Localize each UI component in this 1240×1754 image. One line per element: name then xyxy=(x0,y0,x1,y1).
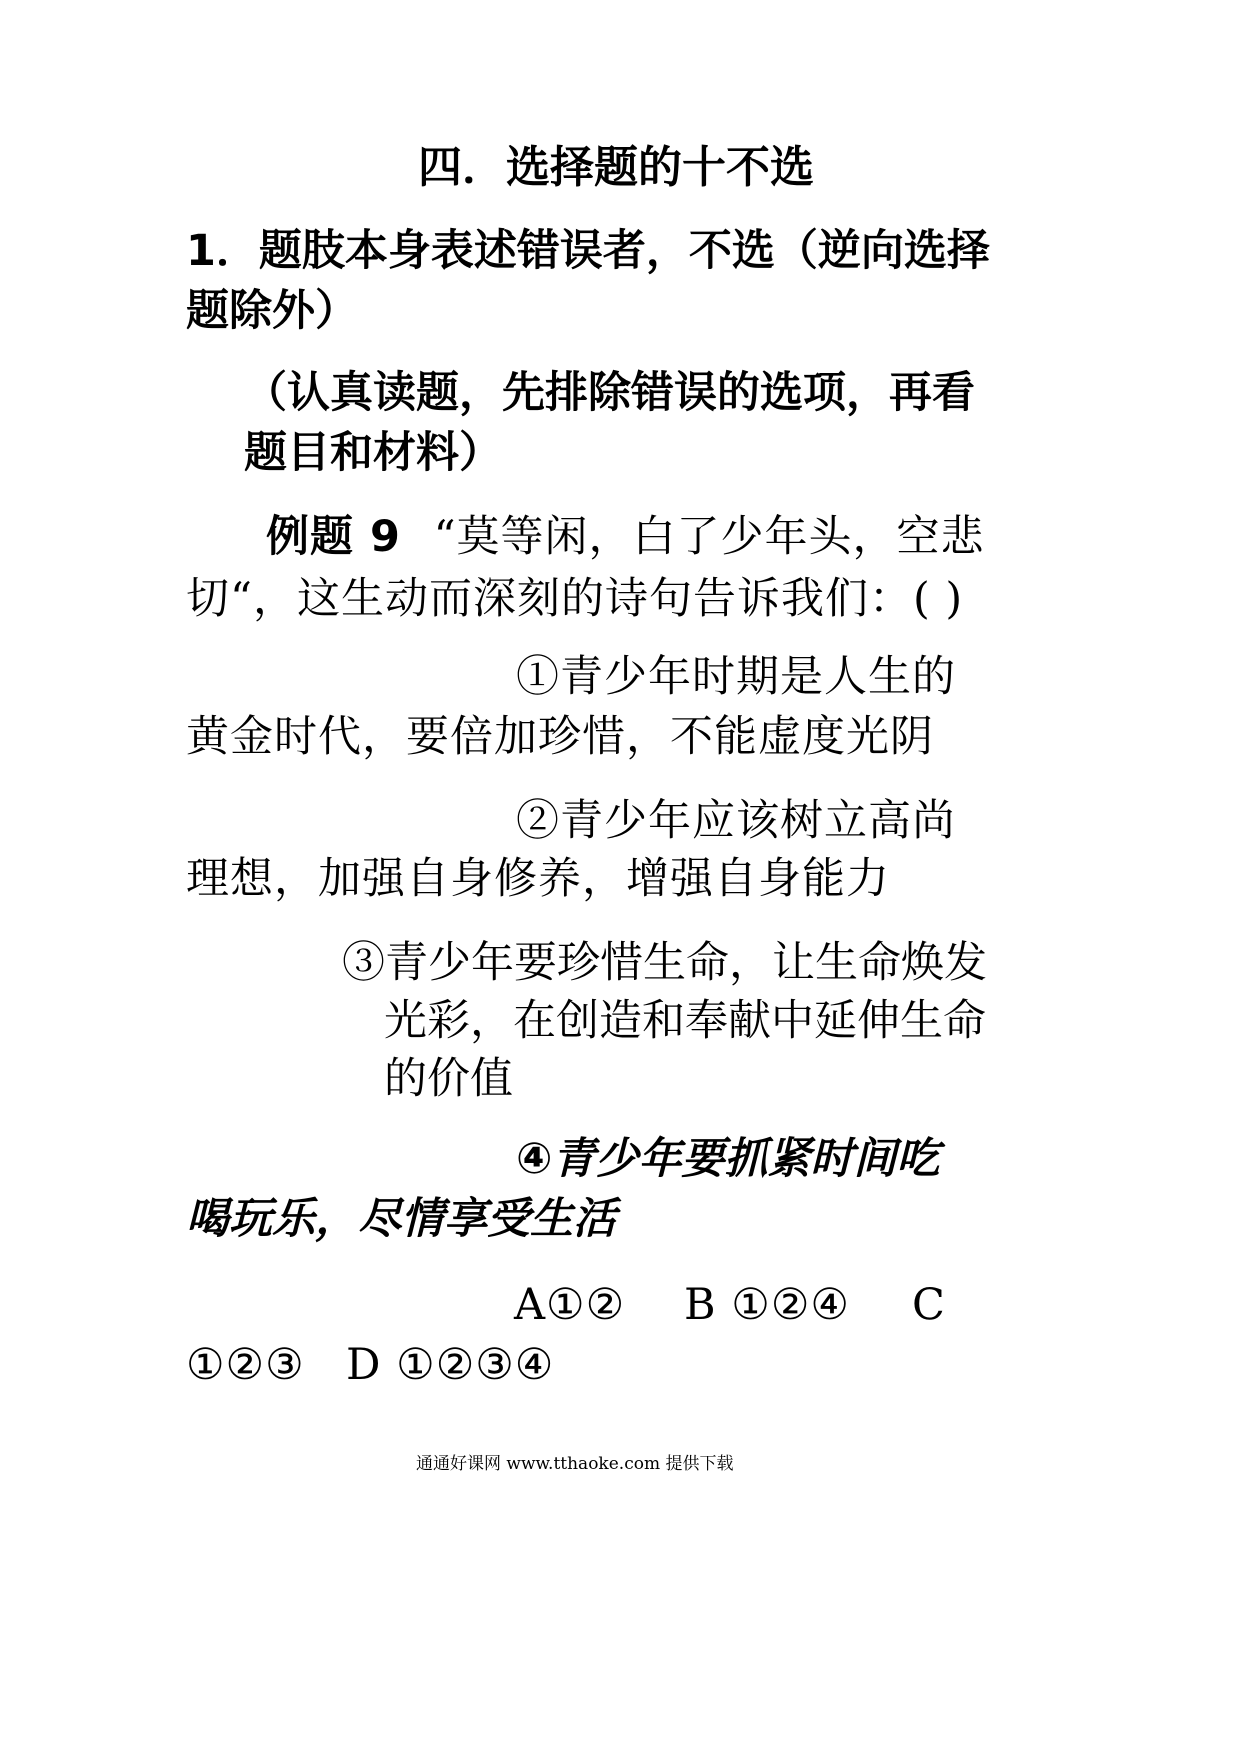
option-1-line-2: 黄金时代，要倍加珍惜，不能虚度光阴 xyxy=(186,712,934,762)
option-3-line-3: 的价值 xyxy=(384,1054,513,1104)
option-3-line-2: 光彩，在创造和奉献中延伸生命 xyxy=(384,996,986,1046)
tip-line-2: 题目和材料） xyxy=(244,428,502,478)
rule-1-line-1: 1．题肢本身表述错误者，不选（逆向选择 xyxy=(186,226,990,276)
option-1-line-1: ①青少年时期是人生的 xyxy=(516,652,956,702)
option-3-line-1: ③青少年要珍惜生命，让生命焕发 xyxy=(342,938,987,988)
option-4-line-1: ④青少年要抓紧时间吃 xyxy=(516,1134,940,1184)
option-4-line-2: 喝玩乐，尽情享受生活 xyxy=(186,1194,616,1244)
choice-c: C xyxy=(912,1280,946,1330)
page-title: 四．选择题的十不选 xyxy=(418,142,814,193)
rule-1-line-2: 题除外） xyxy=(186,286,358,336)
example-stem-line-2: 切“，这生动而深刻的诗句告诉我们：( ) xyxy=(186,574,964,624)
example-stem-line-1 xyxy=(266,512,985,562)
tip-line-1: （认真读题，先排除错误的选项，再看 xyxy=(244,368,975,418)
choice-a: A①② xyxy=(514,1280,626,1330)
choice-d: D ①②③④ xyxy=(346,1340,555,1390)
option-2-line-1: ②青少年应该树立高尚 xyxy=(516,796,956,846)
page-footer: 通通好课网 www.tthaoke.com 提供下载 xyxy=(416,1454,734,1474)
example-label: 例题 9 xyxy=(266,512,401,562)
choice-c-continued: ①②③ xyxy=(186,1340,305,1390)
example-stem-part-1: “莫等闲，白了少年头，空悲 xyxy=(433,512,985,562)
choice-b: B ①②④ xyxy=(684,1280,850,1330)
option-2-line-2: 理想，加强自身修养，增强自身能力 xyxy=(186,854,890,904)
